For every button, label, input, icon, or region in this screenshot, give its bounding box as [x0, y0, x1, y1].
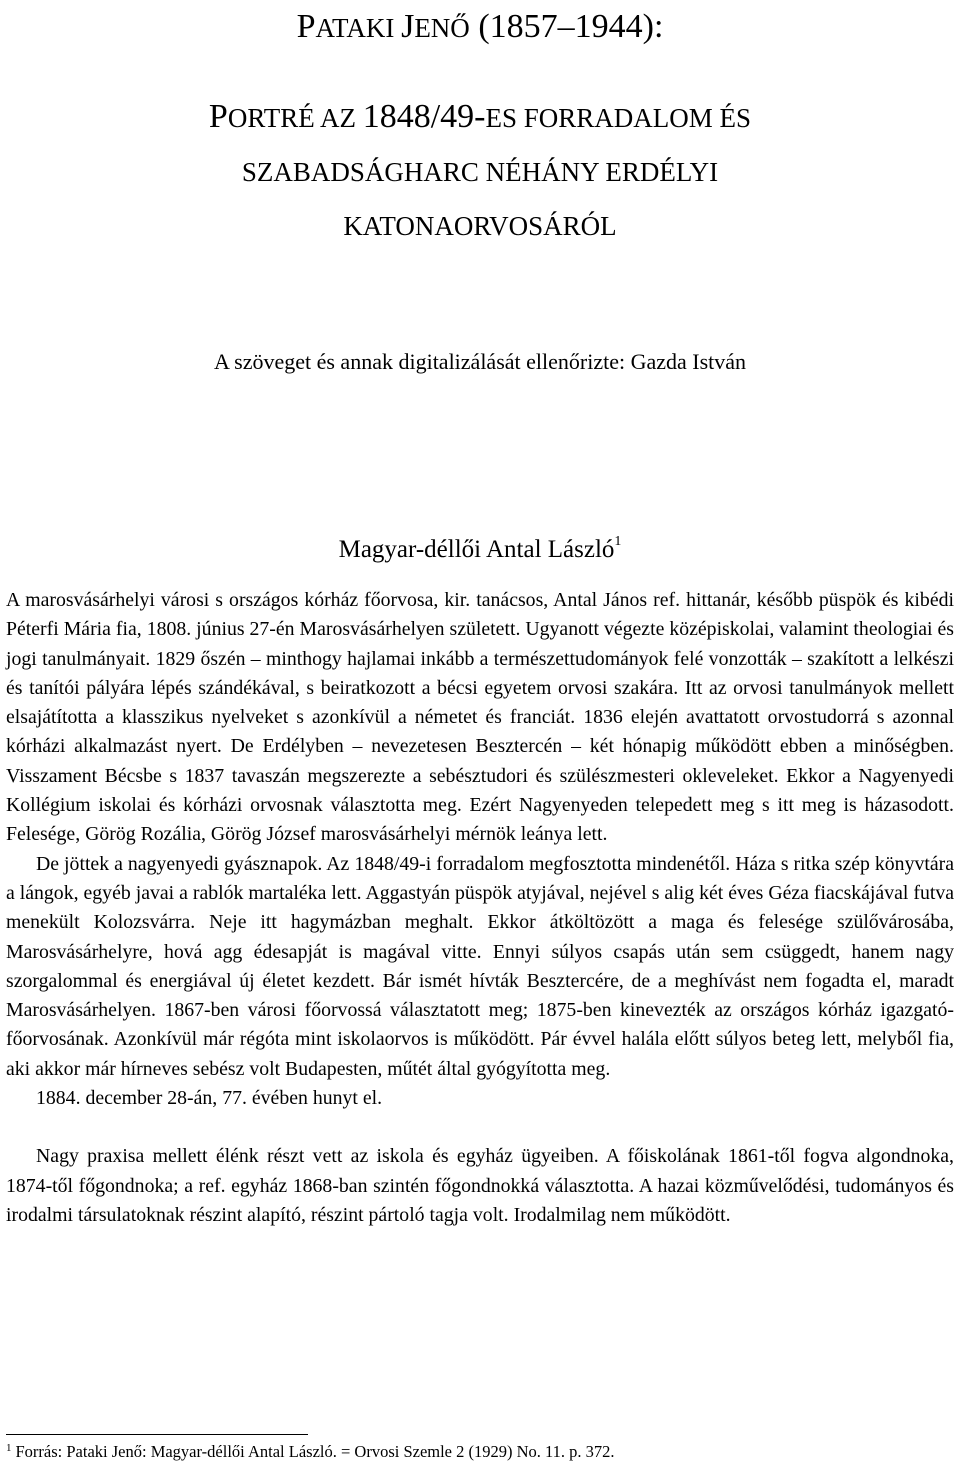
paragraph-2: De jöttek a nagyenyedi gyásznapok. Az 1848/49-i forradalom megfosztotta mindenétől. Háza s ritka szép könyvtára a lángok, egyéb javai a rablók martaléka lett. Aggastyán püspök atyjával, nejével s alig két éves Géza fiacskájával futva menekült Kolozsvárra. Neje itt hagymázban meghalt. Ekkor átköltözött a maga és felesége szülővárosába, Marosvásárhelyre, hová agg édesapját is magával vitte. Ennyi súlyos csapás után sem csüggedt, hanem nagy szorgalommal és energiával új életet kezdett. Bár ismét hívták Besztercére, de a meghívást nem fogadta el, maradt Marosvásárhelyen. 1867-ben városi főorvossá választatott meg; 1875-ben kinevezték az országos kórház igazgató-főorvosának. Azonkívül már régóta mint iskolaorvos is működött. Pár évvel halála előtt súlyos beteg lett, melyből fia, aki akkor már hírneves sebész volt Budapesten, műtét által gyógyította meg. — [6, 852, 954, 1080]
title-dates: (1857–1944): — [469, 8, 664, 45]
subtitle-year: 1848/49- — [362, 98, 486, 135]
title-smallcaps: ATAKI — [315, 13, 402, 43]
footnote — [6, 1436, 954, 1464]
title-cap: P — [296, 8, 316, 45]
subtitle-cap: P — [208, 98, 228, 135]
subtitle-line-1 — [6, 90, 954, 145]
author-heading — [6, 524, 954, 568]
footnote-ref[interactable]: 1 — [614, 534, 622, 549]
title-line-1 — [6, 0, 954, 55]
subtitle-smallcaps: ES FORRADALOM ÉS — [485, 103, 752, 133]
footnote-marker: 1 — [6, 1442, 12, 1454]
footnote-divider — [6, 1434, 308, 1435]
subtitle-line-2: SZABADSÁGHARC NÉHÁNY ERDÉLYI — [241, 157, 719, 187]
paragraph-4: Nagy praxisa mellett élénk részt vett az iskola és egyház ügyeiben. A főiskolának 1861-től fogva algondnoka, 1874-től főgondnoka; a ref. egyház 1868-ban szintén főgondnokká választotta. A hazai közművelődési, tudományos és irodalmi társulatoknak részint alapító, részint pártoló tagja volt. Irodalmilag nem működött. — [6, 1145, 954, 1226]
body-text — [6, 586, 954, 1230]
author-name: Magyar-déllői Antal László — [338, 536, 615, 563]
title-cap: J — [401, 8, 415, 45]
paragraph-3: 1884. december 28-án, 77. évében hunyt el. — [36, 1087, 383, 1110]
subtitle-block — [6, 90, 954, 253]
title-smallcaps: ENŐ — [414, 13, 470, 43]
subtitle-line-3: KATONAORVOSÁRÓL — [343, 211, 617, 241]
subtitle-smallcaps: ORTRÉ AZ — [227, 103, 363, 133]
paragraph-1: A marosvásárhelyi városi s országos kórház főorvosa, kir. tanácsos, Antal János ref. hittanár, később püspök és kibédi Péterfi Mária fia, 1808. június 27-én Marosvásárhelyen született. Ugyanott végezte középiskolai, valamint theologiai és jogi tanulmányait. 1829 őszén – minthogy hajlamai inkább a természettudományok felé vonzották – szakított a lelkészi és tanítói pályára lépés szándékával, s beiratkozott a bécsi egyetem orvosi szakára. Itt az orvosi tanulmányok mellett elsajátította a klasszikus nyelveket s azonkívül a németet és franciát. 1836 elején avattatott orvostudorrá s azonnal kórházi alkalmazást nyert. De Erdélyben – nevezetesen Besztercén – két hónapig működött ebben a minőségben. Visszament Bécsbe s 1837 tavaszán megszerezte a sebésztudori és szülészmesteri okleveleket. Ekkor a Nagyenyedi Kollégium iskolai és kórházi orvosnak választotta meg. Ezért Nagyenyeden telepedett meg s itt meg is házasodott. Felesége, Görög Rozália, Görög József marosvásárhelyi mérnök leánya lett. — [6, 589, 954, 846]
checker-note: A szöveget és annak digitalizálását ellenőrizte: Gazda István — [213, 349, 747, 374]
footnote-text: Forrás: Pataki Jenő: Magyar-déllői Antal László. = Orvosi Szemle 2 (1929) No. 11. p. 372. — [15, 1442, 615, 1461]
